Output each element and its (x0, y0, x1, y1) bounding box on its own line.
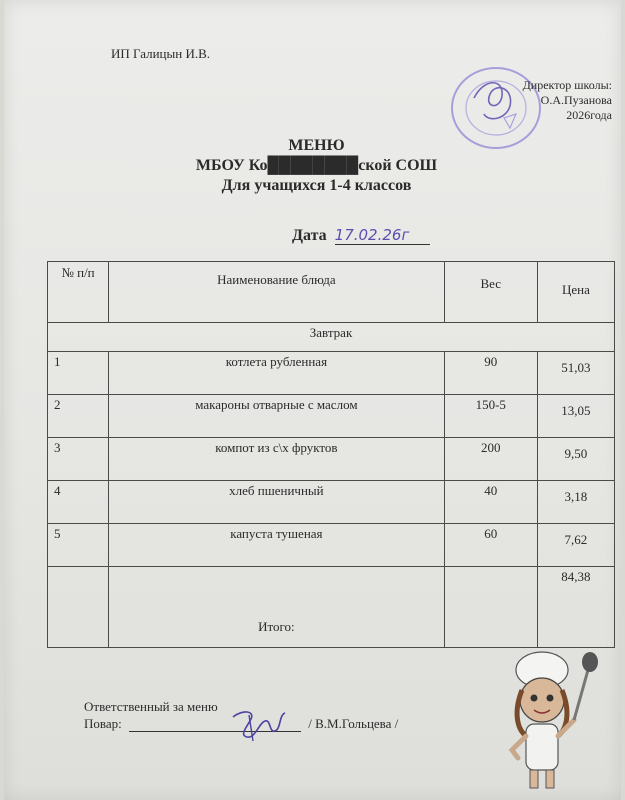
table-row (48, 524, 615, 567)
row-dish-name: хлеб пшеничный (109, 481, 445, 524)
title-school: МБОУ Ко████████ской СОШ (195, 157, 438, 174)
table-row (48, 395, 615, 438)
table-row (48, 481, 615, 524)
total-weight-cell (444, 567, 537, 648)
row-weight: 150-5 (444, 395, 537, 438)
date-value: 17.02.26г (335, 226, 430, 245)
approval-role: Директор школы: (522, 78, 612, 92)
header-dish-name: Наименование блюда (109, 262, 445, 323)
row-weight: 60 (444, 524, 537, 567)
chef-mascot-illustration (492, 640, 612, 795)
row-number: 2 (48, 395, 109, 438)
approval-year: 2026года (566, 108, 612, 122)
row-number: 1 (48, 352, 109, 395)
row-dish-name: макароны отварные с маслом (109, 395, 445, 438)
table-row (48, 352, 615, 395)
meal-section-row (48, 323, 615, 352)
handwritten-signature (229, 705, 289, 743)
row-number: 4 (48, 481, 109, 524)
menu-sheet (4, 0, 621, 800)
row-price: 9,50 (537, 438, 614, 481)
header-number: № п/п (48, 262, 109, 323)
cook-name: / В.М.Гольцева / (308, 716, 399, 731)
approval-block (504, 78, 612, 123)
approval-person: О.А.Пузанова (540, 93, 612, 107)
row-price: 3,18 (537, 481, 614, 524)
row-price: 51,03 (537, 352, 614, 395)
organization-name: ИП Галицын И.В. (111, 46, 211, 61)
date-row (292, 226, 430, 245)
title-grades: Для учащихся 1-4 классов (221, 177, 412, 194)
row-price: 7,62 (537, 524, 614, 567)
total-value: 84,38 (537, 567, 614, 648)
table-row (48, 438, 615, 481)
meal-section-label: Завтрак (48, 323, 615, 352)
date-label: Дата (292, 227, 327, 244)
row-number: 5 (48, 524, 109, 567)
cook-label: Повар: (84, 716, 122, 731)
row-dish-name: котлета рубленная (109, 352, 445, 395)
row-weight: 90 (444, 352, 537, 395)
total-label: Итого: (109, 567, 445, 648)
total-row (48, 567, 615, 648)
row-weight: 200 (444, 438, 537, 481)
document-title (4, 136, 625, 196)
header-weight: Вес (444, 262, 537, 323)
row-weight: 40 (444, 481, 537, 524)
row-number: 3 (48, 438, 109, 481)
responsible-label: Ответственный за меню (84, 699, 218, 714)
row-price: 13,05 (537, 395, 614, 438)
row-dish-name: капуста тушеная (109, 524, 445, 567)
header-price: Цена (537, 262, 614, 323)
row-dish-name: компот из с\х фруктов (109, 438, 445, 481)
title-menu: МЕНЮ (288, 137, 345, 154)
total-empty-cell (48, 567, 109, 648)
menu-table (47, 261, 615, 648)
table-header-row (48, 262, 615, 323)
